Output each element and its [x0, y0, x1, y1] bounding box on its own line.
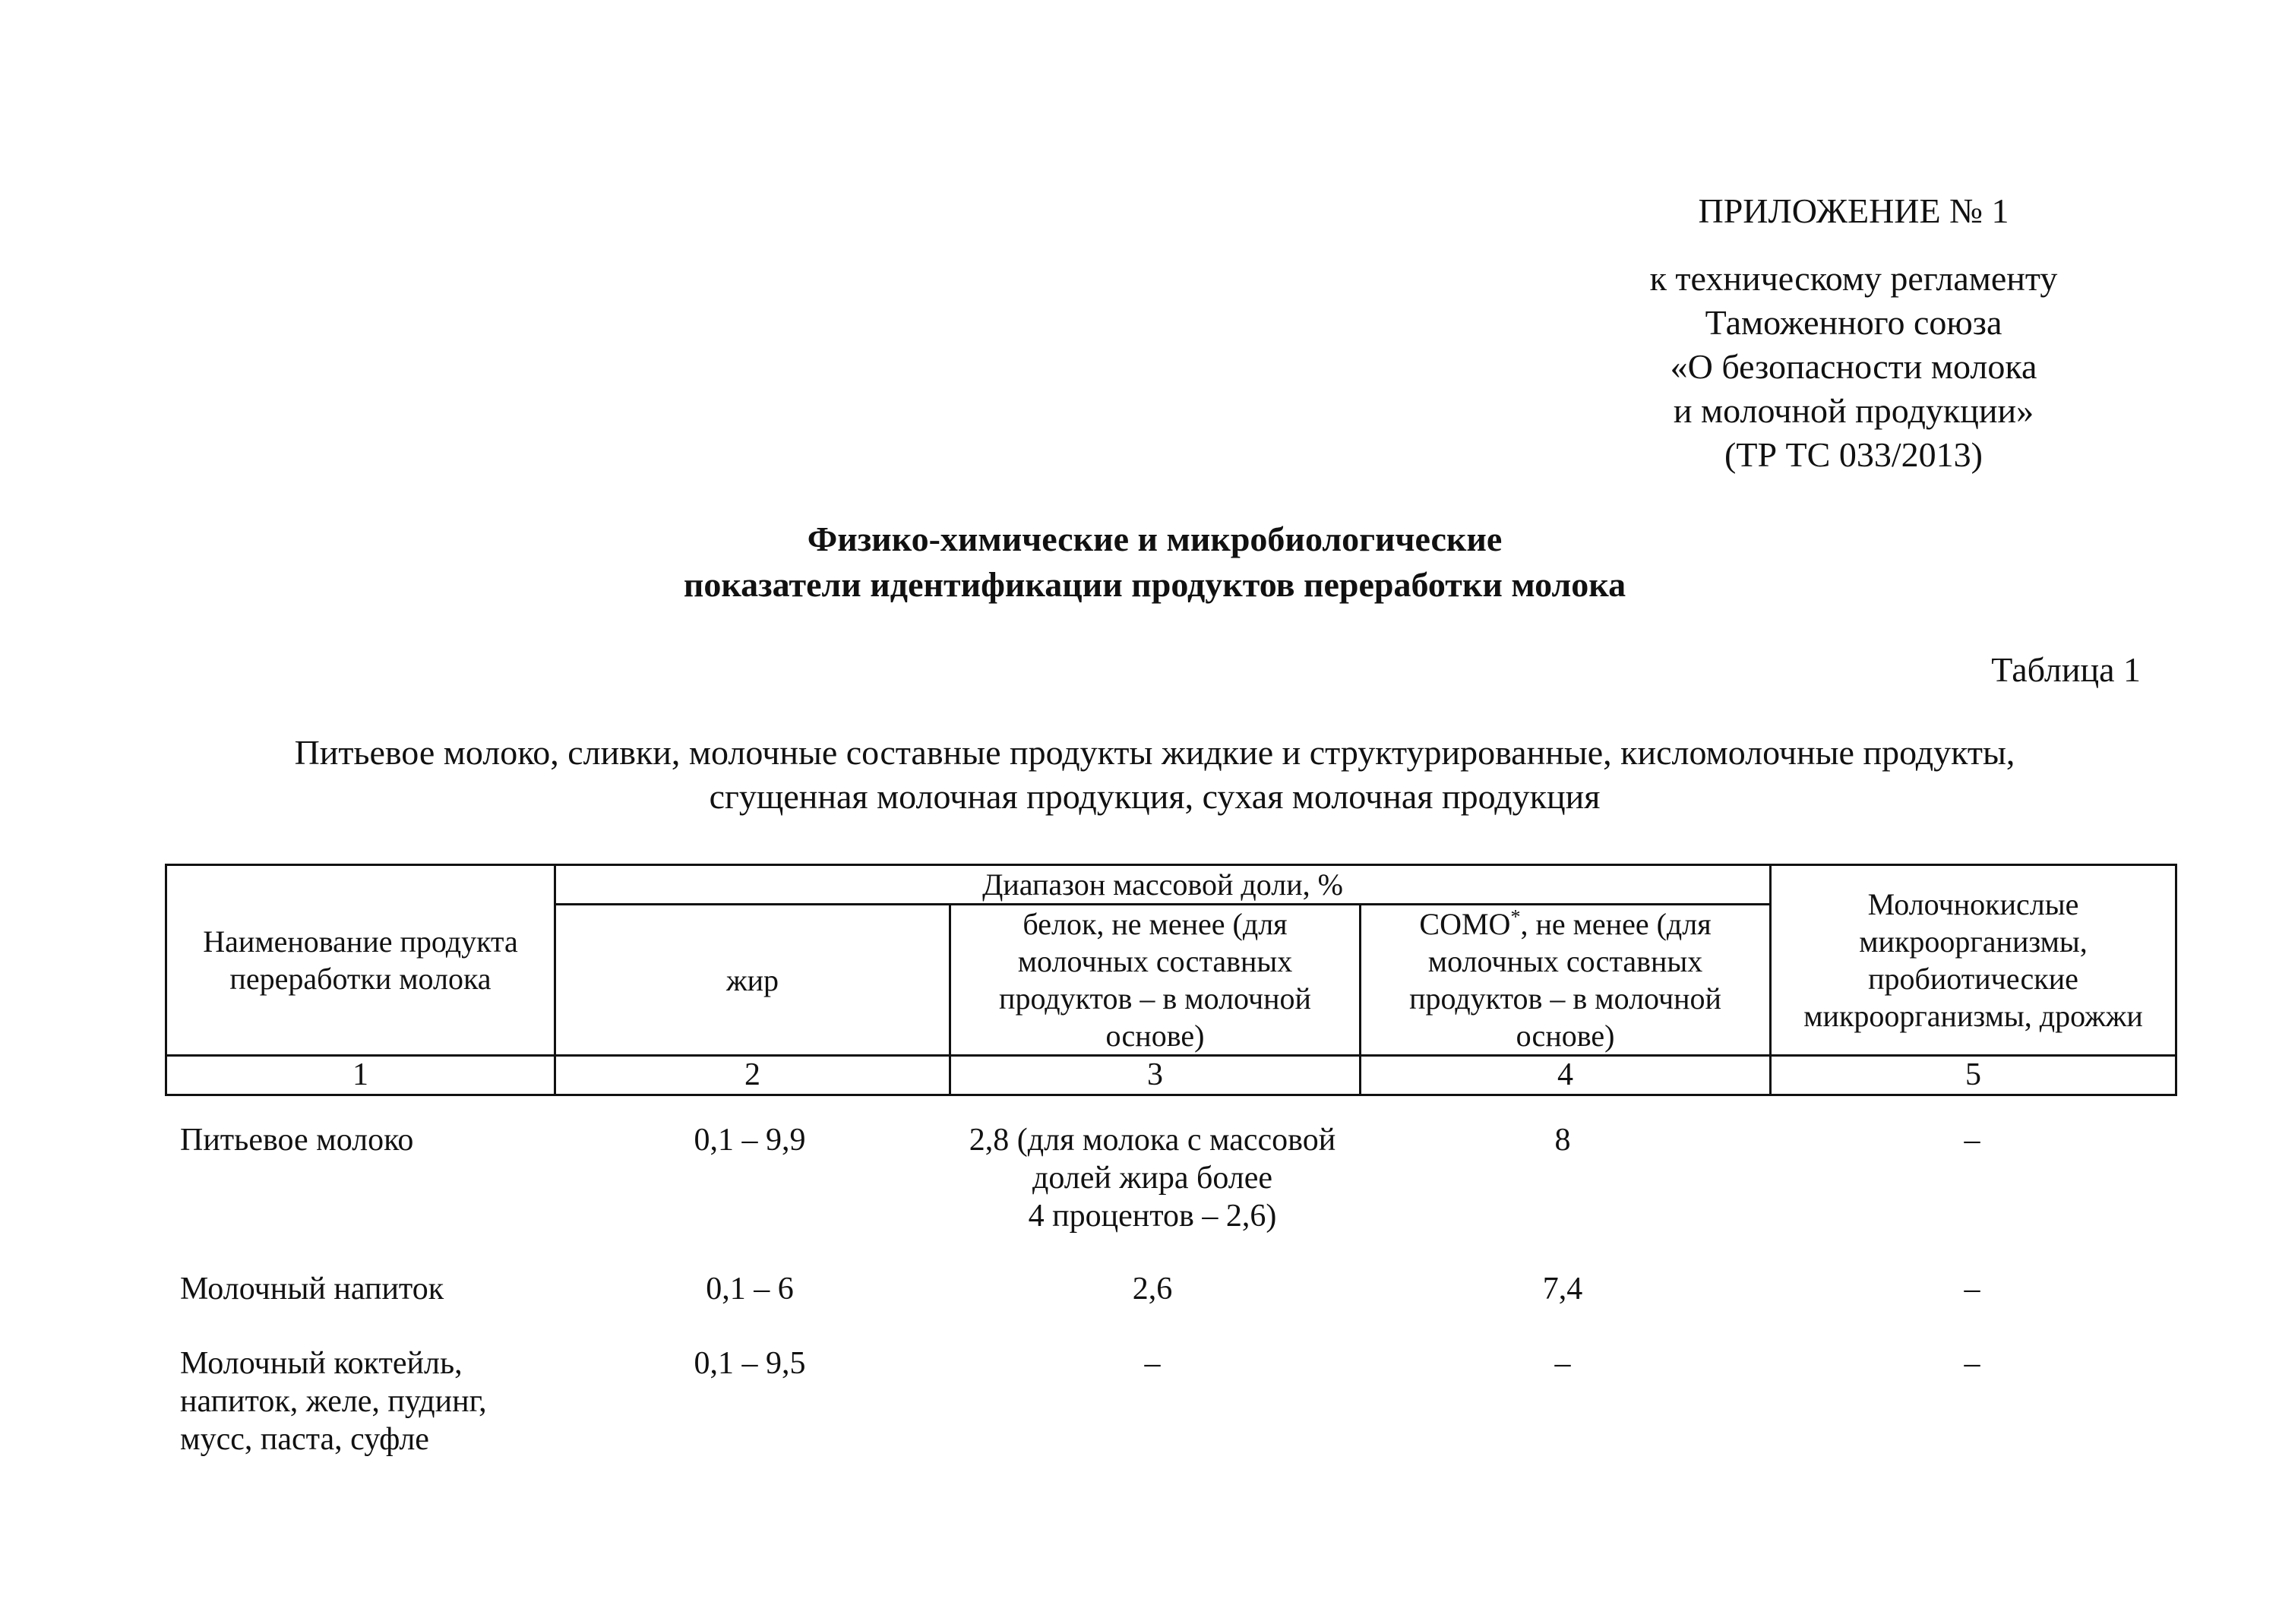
somo-cell: 8	[1554, 1123, 1571, 1158]
appendix-line: Таможенного союза	[1705, 303, 2002, 342]
protein-line: –	[1144, 1346, 1161, 1381]
column-number: 5	[1771, 1056, 2176, 1095]
microorganisms-cell: –	[1964, 1346, 1980, 1381]
table-caption	[91, 731, 2218, 819]
product-name-line: Молочный коктейль,	[180, 1346, 463, 1381]
product-name-line: напиток, желе, пудинг,	[180, 1384, 487, 1419]
protein-line: 4 процентов – 2,6)	[1028, 1199, 1277, 1234]
header-fat: жир	[555, 905, 950, 1056]
appendix-title: ПРИЛОЖЕНИЕ № 1	[1698, 191, 2009, 230]
table-caption-line: сгущенная молочная продукция, сухая молочная продукция	[709, 777, 1601, 816]
appendix-line: «О безопасности молока	[1670, 347, 2037, 386]
protein-cell	[949, 1270, 1356, 1308]
microorganisms-cell: –	[1964, 1123, 1980, 1158]
protein-cell	[949, 1344, 1356, 1382]
product-name-cell	[180, 1344, 545, 1458]
fat-cell: 0,1 – 9,9	[694, 1123, 806, 1158]
footnote-mark: *	[1510, 905, 1521, 928]
header-somo-prefix: СОМО	[1419, 907, 1511, 941]
column-number: 2	[555, 1056, 950, 1095]
somo-cell: 7,4	[1542, 1272, 1583, 1306]
header-somo-suffix: , не менее (для молочных составных продуктов – в молочной основе)	[1409, 907, 1721, 1053]
protein-cell	[949, 1121, 1356, 1235]
column-number: 1	[166, 1056, 555, 1095]
column-number: 4	[1361, 1056, 1771, 1095]
header-mass-fraction-group: Диапазон массовой доли, %	[555, 865, 1771, 905]
document-title-line: Физико-химические и микробиологические	[807, 520, 1503, 558]
fat-cell: 0,1 – 9,5	[694, 1346, 806, 1381]
header-product-name: Наименование продукта переработки молока	[166, 865, 555, 1056]
header-somo	[1361, 905, 1771, 1056]
somo-cell: –	[1554, 1346, 1571, 1381]
table-caption-line: Питьевое молоко, сливки, молочные составные продукты жидкие и структурированные, кисломолочные продукты,	[294, 733, 2015, 772]
column-number: 3	[950, 1056, 1361, 1095]
product-name-cell	[180, 1121, 545, 1159]
table-label: Таблица 1	[1991, 650, 2141, 689]
fat-cell: 0,1 – 6	[706, 1272, 794, 1306]
document-title-line: показатели идентификации продуктов переработки молока	[683, 565, 1626, 604]
appendix-line: к техническому регламенту	[1649, 259, 2058, 298]
header-protein: белок, не менее (для молочных составных продуктов – в молочной основе)	[950, 905, 1361, 1056]
product-name-line: Питьевое молоко	[180, 1123, 414, 1158]
microorganisms-cell: –	[1964, 1272, 1980, 1306]
appendix-reference	[1565, 257, 2142, 477]
appendix-line: (ТР ТС 033/2013)	[1724, 435, 1983, 474]
product-name-cell	[180, 1270, 545, 1308]
product-name-line: Молочный напиток	[180, 1272, 444, 1306]
table-header	[165, 864, 2177, 1096]
header-microorganisms: Молочнокислые микроорганизмы, пробиотические микроорганизмы, дрожжи	[1771, 865, 2176, 1056]
protein-line: долей жира более	[1032, 1161, 1273, 1196]
protein-line: 2,6	[1132, 1272, 1173, 1306]
document-title	[228, 517, 2081, 608]
product-name-line: мусс, паста, суфле	[180, 1422, 429, 1457]
appendix-line: и молочной продукции»	[1673, 391, 2034, 430]
protein-line: 2,8 (для молока с массовой	[969, 1123, 1336, 1158]
